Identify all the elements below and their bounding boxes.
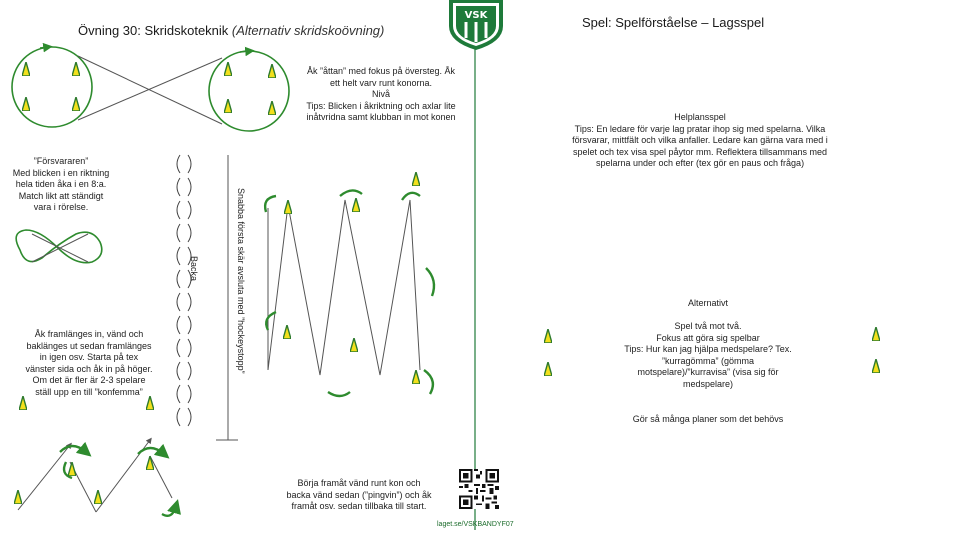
title-alternative: (Alternativ skridskoövning) (231, 23, 385, 38)
zigzag-path (268, 200, 420, 375)
eight-circle-left (12, 47, 92, 127)
cone (72, 97, 80, 111)
zigzag-turn-4 (340, 190, 362, 196)
pingvin-line-1 (18, 445, 70, 510)
zigzag-label: Snabba första skär avsluta med ”hockeystopp” (236, 188, 246, 374)
zigzag-turn-5 (402, 193, 420, 200)
eight-cross-2 (78, 58, 222, 120)
backwards-description: Åk framlänges in, vänd och baklänges ut sedan framlänges in igen osv. Starta på tex vänster sida och åk in på höger. Om det är fler är 2-3 spelare ställ upp en till ”konfemma” (25, 329, 153, 397)
cone (544, 362, 552, 376)
pingvin-turn-3 (138, 448, 164, 454)
qr-url: laget.se/VSKBANDYF07 (437, 521, 514, 528)
pingvin-line-4 (150, 456, 172, 498)
cone (22, 97, 30, 111)
backwards-label: Backa (189, 256, 199, 282)
cone (68, 462, 76, 476)
backwards-brackets (177, 155, 191, 426)
cone (224, 99, 232, 113)
alternative-heading: Alternativt (687, 298, 729, 308)
cone (19, 396, 27, 410)
defender-description: ”Försvararen” Med blicken i en riktning hela tiden åka i en 8:a. Match likt att ständigt vara i rörelse. (12, 156, 110, 212)
cone (72, 62, 80, 76)
cone (224, 62, 232, 76)
pingvin-turn-4 (162, 506, 176, 516)
eight-circle-right (209, 51, 289, 131)
qr-code (459, 469, 499, 509)
cone (146, 396, 154, 410)
cone (352, 198, 360, 212)
title-main: Övning 30: Skridskoteknik (78, 23, 229, 38)
zigzag-turn-1 (265, 196, 276, 212)
cone (412, 172, 420, 186)
right-section-title: Spel: Spelförståelse – Lagsspel (582, 15, 765, 30)
pingvin-turn-1 (60, 446, 86, 452)
zigzag-turn-7 (424, 370, 433, 394)
alternative-description: Spel två mot två. Fokus att göra sig spelbar Tips: Hur kan jag hjälpa medspelare? Tex. ”kurragömma” (gömma motspelare)/”kurravisa” (visa sig för medspelare) (624, 321, 792, 389)
zigzag-turn-6 (426, 268, 434, 296)
alternative-footer: Gör så många planer som det behövs (632, 414, 784, 424)
cone (283, 325, 291, 339)
cone (284, 200, 292, 214)
cone (544, 329, 552, 343)
eight-cross-1 (78, 56, 222, 124)
zigzag-turn-3 (328, 392, 350, 396)
cone (872, 359, 880, 373)
cone (412, 370, 420, 384)
eights-description: Åk ”åttan” med fokus på översteg. Åk ett helt varv runt konorna. Nivå Tips: Blicken i åkriktning och axlar lite inåtvridna samt klubban in mot konen (306, 66, 456, 122)
cone (350, 338, 358, 352)
cone (146, 456, 154, 470)
cone (94, 490, 102, 504)
cone (14, 490, 22, 504)
eight-arrow-top (40, 47, 48, 48)
helplan-description: Helplansspel Tips: En ledare för varje lag pratar ihop sig med spelarna. Vilka försvarar, mittfält och vilka anfaller. Ledare kan gärna vara med i spelet och tex visa spel påytor mm. Reflektera tillsammans med spelarna under och efter (tex gör en paus och fråga) (572, 112, 828, 168)
eight-arrow-right (240, 51, 250, 52)
logo-text: VSK (464, 10, 488, 21)
cone (268, 101, 276, 115)
cone (22, 62, 30, 76)
pingvin-description: Börja framåt vänd runt kon och backa vänd sedan (”pingvin”) och åk framåt osv. sedan tillbaka till start. (286, 478, 432, 511)
defender-eight (16, 230, 102, 263)
cone (872, 327, 880, 341)
cone (268, 64, 276, 78)
